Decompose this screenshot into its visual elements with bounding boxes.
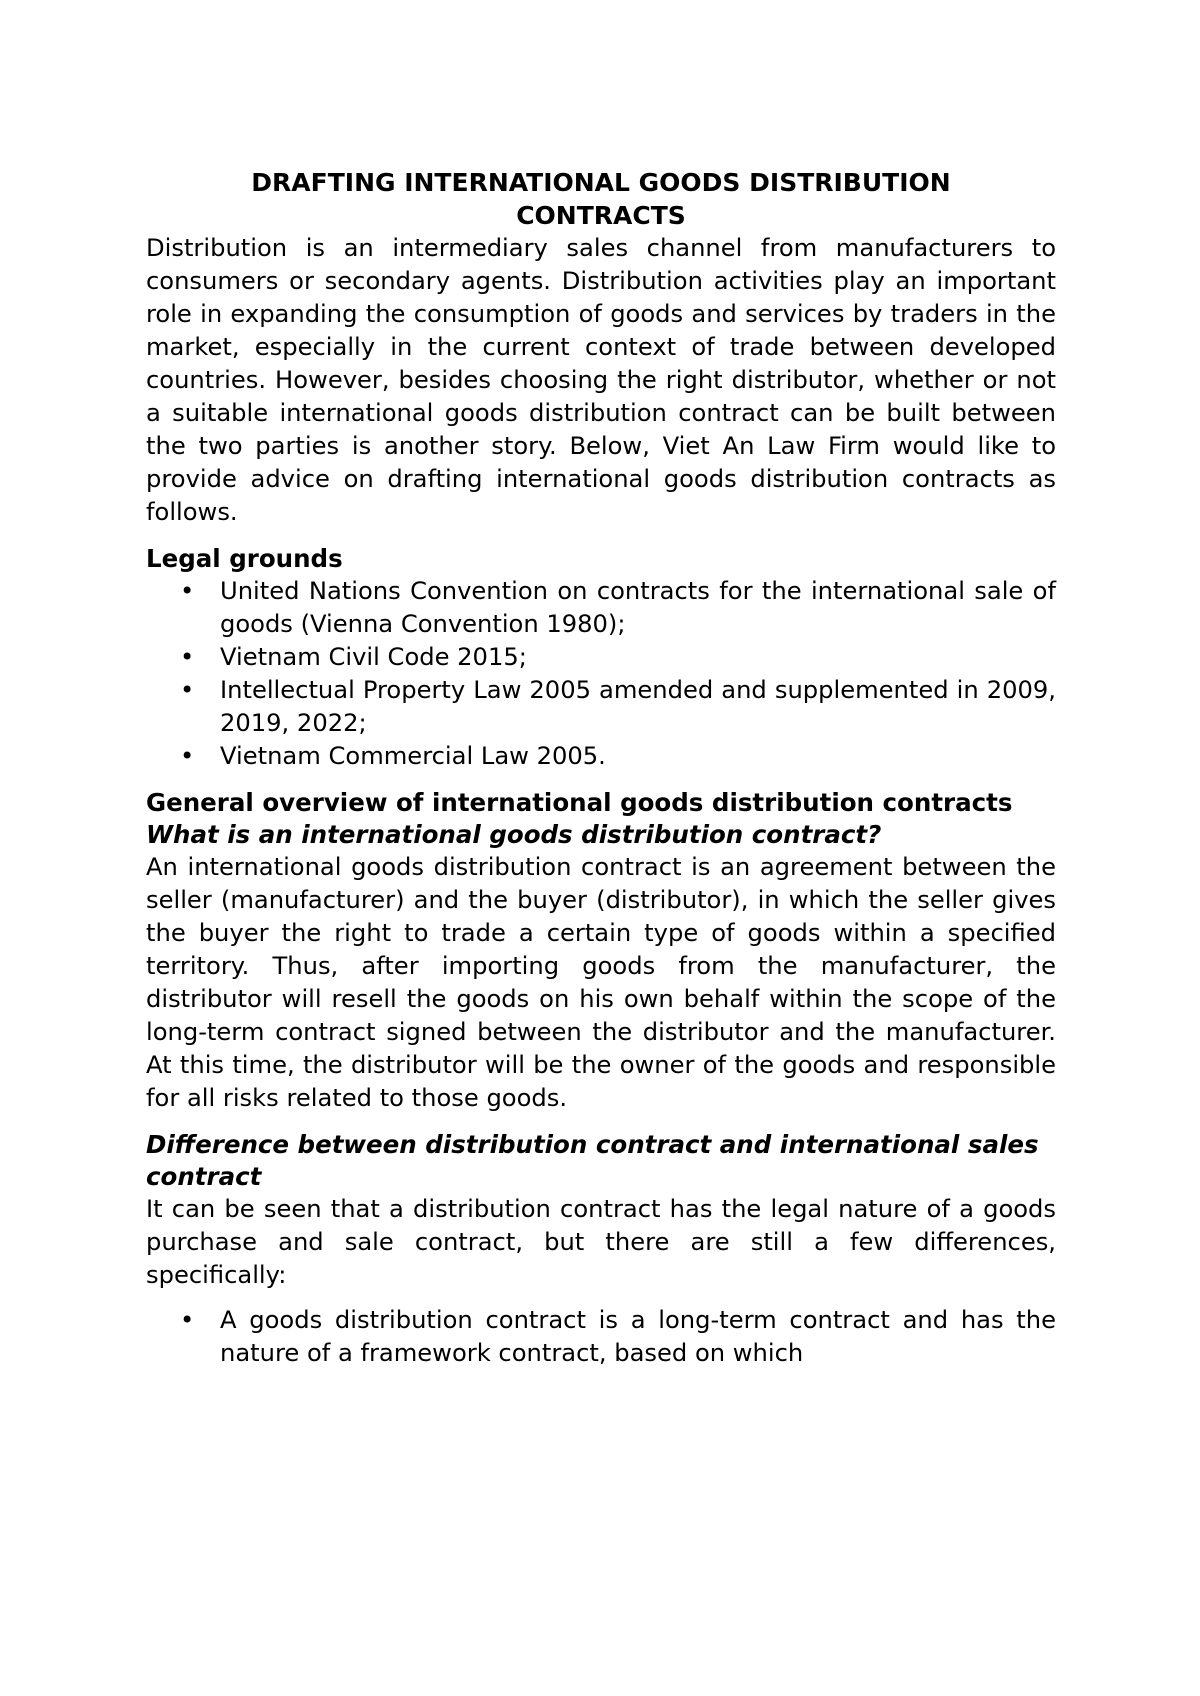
list-item: • Intellectual Property Law 2005 amended and supplemented in 2009, 2019, 2022; <box>220 674 1056 740</box>
list-item: • Vietnam Commercial Law 2005. <box>220 740 1056 773</box>
legal-grounds-list <box>146 575 1056 773</box>
list-item: • A goods distribution contract is a long-term contract and has the nature of a framework contract, based on which <box>220 1304 1056 1370</box>
legal-grounds-heading: Legal grounds <box>146 544 343 573</box>
list-item: • Vietnam Civil Code 2015; <box>220 641 1056 674</box>
what-is-heading: What is an international goods distribution contract? <box>146 820 882 849</box>
difference-heading: Difference between distribution contract and international sales contract <box>146 1130 1039 1191</box>
difference-list <box>146 1304 1056 1370</box>
difference-paragraph: It can be seen that a distribution contract has the legal nature of a goods purchase and sale contract, but there are still a few differences, specifically: <box>146 1195 1056 1289</box>
overview-heading: General overview of international goods distribution contracts <box>146 788 1013 817</box>
what-is-paragraph: An international goods distribution contract is an agreement between the seller (manufacturer) and the buyer (distributor), in which the seller gives the buyer the right to trade a certain type of goods within a specified territory. Thus, after importing goods from the manufacturer, the distributor will resell the goods on his own behalf within the scope of the long-term contract signed between the distributor and the manufacturer. At this time, the distributor will be the owner of the goods and responsible for all risks related to those goods. <box>146 853 1056 1112</box>
document-title: DRAFTING INTERNATIONAL GOODS DISTRIBUTION CONTRACTS <box>251 168 951 230</box>
list-item: • United Nations Convention on contracts for the international sale of goods (Vienna Convention 1980); <box>220 575 1056 641</box>
intro-paragraph: Distribution is an intermediary sales channel from manufacturers to consumers or secondary agents. Distribution activities play an important role in expanding the consumption of goods and services by traders in the market, especially in the current context of trade between developed countries. However, besides choosing the right distributor, whether or not a suitable international goods distribution contract can be built between the two parties is another story. Below, Viet An Law Firm would like to provide advice on drafting international goods distribution contracts as follows. <box>146 234 1056 526</box>
